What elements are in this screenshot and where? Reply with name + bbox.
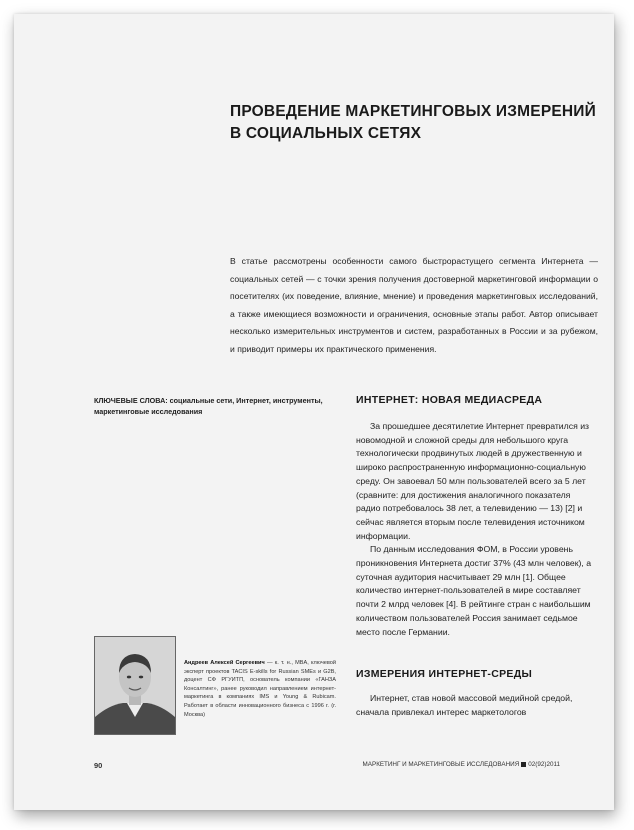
section-body-new-media (356, 420, 592, 639)
section-body-measurements (356, 692, 592, 719)
author-portrait-image (95, 637, 175, 734)
journal-name: МАРКЕТИНГ И МАРКЕТИНГОВЫЕ ИССЛЕДОВАНИЯ (362, 761, 520, 768)
article-title (230, 101, 610, 145)
page-number: 90 (94, 761, 103, 770)
keywords-text: социальные сети, Интернет, инструменты, маркетинговые исследования (94, 396, 323, 416)
author-bio (184, 659, 336, 719)
article-abstract: В статье рассмотрены особенности самого быстрорастущего сегмента Интернета — социальных сетей — с точки зрения получения достоверной маркетинговой информации о посетителях (их поведение, влияние, мнение) и проведения маркетинговых исследований, а также имеющиеся возможности и ограничения, основные этапы работ. Автор описывает несколько измерительных инструментов и систем, разработанных в России и за рубежом, и приводит примеры их практического применения. (230, 256, 598, 354)
paragraph: За прошедшее десятилетие Интернет превратился из новомодной и сложной среды для небольшого круга технологически продвинутых людей в дружественную и широко распространенную информационно-социальную среду. Он завоевал 50 млн пользователей всего за 5 лет (сравните: для достижения аналогичного показателя радио потребовалось 38 лет, а телевидению — 13) [2] и сейчас является вторым после телевидения источником информации. (356, 421, 590, 541)
issue-number: 02(92)2011 (528, 761, 560, 768)
section-heading-measurements: ИЗМЕРЕНИЯ ИНТЕРНЕТ-СРЕДЫ (356, 668, 533, 680)
square-separator-icon (521, 762, 526, 767)
author-name: Андреев Алексей Сергеевич (184, 660, 265, 666)
article-title-line-1: ПРОВЕДЕНИЕ МАРКЕТИНГОВЫХ ИЗМЕРЕНИЙ (230, 103, 596, 120)
author-description: — к. т. н., MBA, ключевой эксперт проектов TACIS E-skills for Russian SMEs и G2B, доцент СФ РГУИТП, основатель компании «ГАНЗА Консалтинг», ранее руководил направлением интернет-маркетинга в компаниях IMS и Young & Rubicam. Работает в области инновационного бизнеса с 1996 г. (г. Москва) (184, 660, 336, 718)
magazine-page (14, 14, 614, 810)
keywords-label: КЛЮЧЕВЫЕ СЛОВА: (94, 396, 168, 405)
paragraph: Интернет, став новой массовой медийной средой, сначала привлекал интерес маркетологов (356, 693, 573, 717)
running-footer (363, 761, 560, 768)
author-photo (94, 636, 176, 735)
section-heading-new-media: ИНТЕРНЕТ: НОВАЯ МЕДИАСРЕДА (356, 394, 543, 406)
keywords-block (94, 395, 344, 417)
article-title-line-2: В СОЦИАЛЬНЫХ СЕТЯХ (230, 125, 422, 142)
paragraph: По данным исследования ФОМ, в России уровень проникновения Интернета достиг 37% (43 млн человек), а суточная аудитория насчитывает 29 млн [1]. Общее количество интернет-пользователей в мире составляет почти 2 млрд человек [4]. В рейтинге стран с наибольшим количеством пользователей Россия занимает седьмое место после Германии. (356, 544, 592, 637)
